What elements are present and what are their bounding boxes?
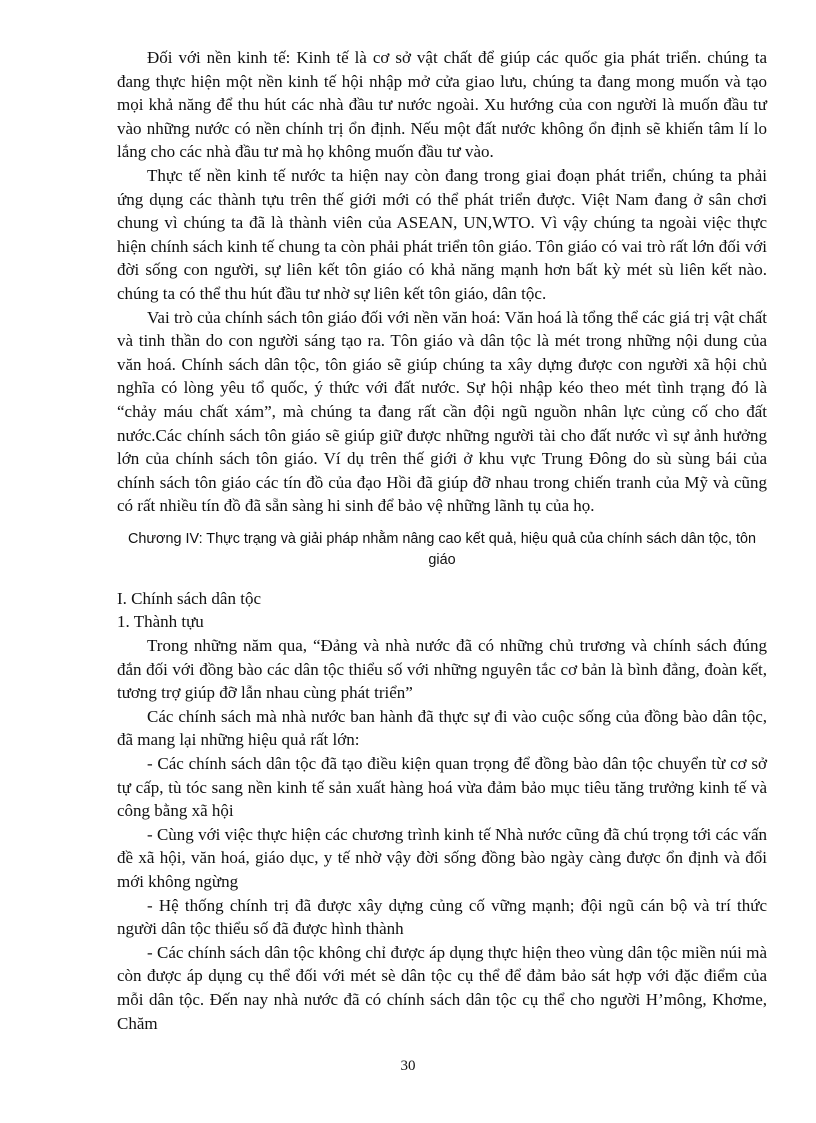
section-title: I. Chính sách dân tộc (117, 588, 261, 608)
paragraph-policy-effects: Các chính sách mà nhà nước ban hành đã thực sự đi vào cuộc sống của đồng bào dân tộc, đã mang lại những hiệu quả rất lớn: (117, 706, 767, 750)
page-number: 30 (400, 1058, 416, 1074)
document-page (117, 46, 767, 1035)
bullet-item-political-system: - Hệ thống chính trị đã được xây dựng củng cố vững mạnh; đội ngũ cán bộ và trí thức người dân tộc thiểu số đã được hình thành (117, 895, 767, 939)
bullet-item-economy: - Các chính sách dân tộc đã tạo điều kiện quan trọng để đồng bào dân tộc chuyển từ cơ sở tự cấp, tù tóc sang nền kinh tế sản xuất hàng hoá vừa đảm bảo mục tiêu tăng trưởng kinh tế và công bằng xã hội (117, 754, 767, 821)
chapter-heading: Chương IV: Thực trạng và giải pháp nhằm nâng cao kết quả, hiệu quả của chính sách dân tộc, tôn giáo (128, 530, 756, 568)
subsection-title: 1. Thành tựu (117, 612, 204, 632)
bullet-item-specific-policies: - Các chính sách dân tộc không chỉ được áp dụng thực hiện theo vùng dân tộc miền núi mà còn được áp dụng cụ thể đối với mét sè dân tộc cụ thể để đảm bảo sát hợp với đặc điểm của mỗi dân tộc. Đến nay nhà nước đã có chính sách dân tộc cụ thể cho người H’mông, Khơme, Chăm (117, 942, 767, 1033)
paragraph-economic-reality: Thực tế nền kinh tế nước ta hiện nay còn đang trong giai đoạn phát triển, chúng ta phải ứng dụng các thành tựu trên thế giới mới có thể phát triển được. Việt Nam đang ở sân chơi chung vì chúng ta đã là thành viên của ASEAN, UN,WTO. Vì vậy chúng ta ngoài việc thực hiện chính sách kinh tế chung ta còn phải phát triển tôn giáo. Tôn giáo có vai trò rất lớn đối với đời sống con người, sự liên kết tôn giáo có khả năng mạnh hơn bất kỳ mét sù liên kết nào. chúng ta có thể thu hút đầu tư nhờ sự liên kết tôn giáo, dân tộc. (117, 165, 767, 303)
paragraph-economy: Đối với nền kinh tế: Kinh tế là cơ sở vật chất để giúp các quốc gia phát triển. chúng ta đang thực hiện một nền kinh tế hội nhập mở cửa giao lưu, chúng ta đang mong muốn và tạo mọi khả năng để thu hút các nhà đầu tư nước ngoài. Xu hướng của con người là muốn đầu tư vào những nước có nền chính trị ổn định. Nếu một đất nước không ổn định sẽ khiến tâm lí lo lắng cho các nhà đầu tư mà họ không muốn đầu tư vào. (117, 48, 767, 162)
paragraph-achievements-intro: Trong những năm qua, “Đảng và nhà nước đã có những chủ trương và chính sách đúng đắn đối với đồng bào các dân tộc thiểu số với những nguyên tắc cơ bản là bình đẳng, đoàn kết, tương trợ giúp đỡ lẫn nhau cùng phát triển” (117, 636, 767, 703)
paragraph-culture-role: Vai trò của chính sách tôn giáo đối với nền văn hoá: Văn hoá là tổng thể các giá trị vật chất và tinh thần do con người sáng tạo ra. Tôn giáo và dân tộc là mét trong những nội dung của văn hoá. Chính sách dân tộc, tôn giáo sẽ giúp chúng ta xây dựng được con người xã hội chủ nghĩa có lòng yêu tổ quốc, ý thức với đất nước. Sự hội nhập kéo theo mét tình trạng đó là “chảy máu chất xám”, mà chúng ta đang rất cần đội ngũ nguồn nhân lực củng cố cho đất nước.Các chính sách tôn giáo sẽ giúp giữ được những người tài cho đất nước vì sự ảnh hưởng lớn của chính sách tôn giáo. Ví dụ trên thế giới ở khu vực Trung Đông do sù sùng bái của chính sách tôn giáo các tín đồ của đạo Hồi đã giúp đỡ nhau trong chiến tranh của Mỹ và cũng có rất nhiều tín đồ đã sẵn sàng hi sinh để bảo vệ những lãnh tụ của họ. (117, 307, 767, 516)
bullet-item-social: - Cùng với việc thực hiện các chương trình kinh tế Nhà nước cũng đã chú trọng tới các vấn đề xã hội, văn hoá, giáo dục, y tế nhờ vậy đời sống đồng bào ngày càng được ổn định và đổi mới không ngừng (117, 824, 767, 891)
